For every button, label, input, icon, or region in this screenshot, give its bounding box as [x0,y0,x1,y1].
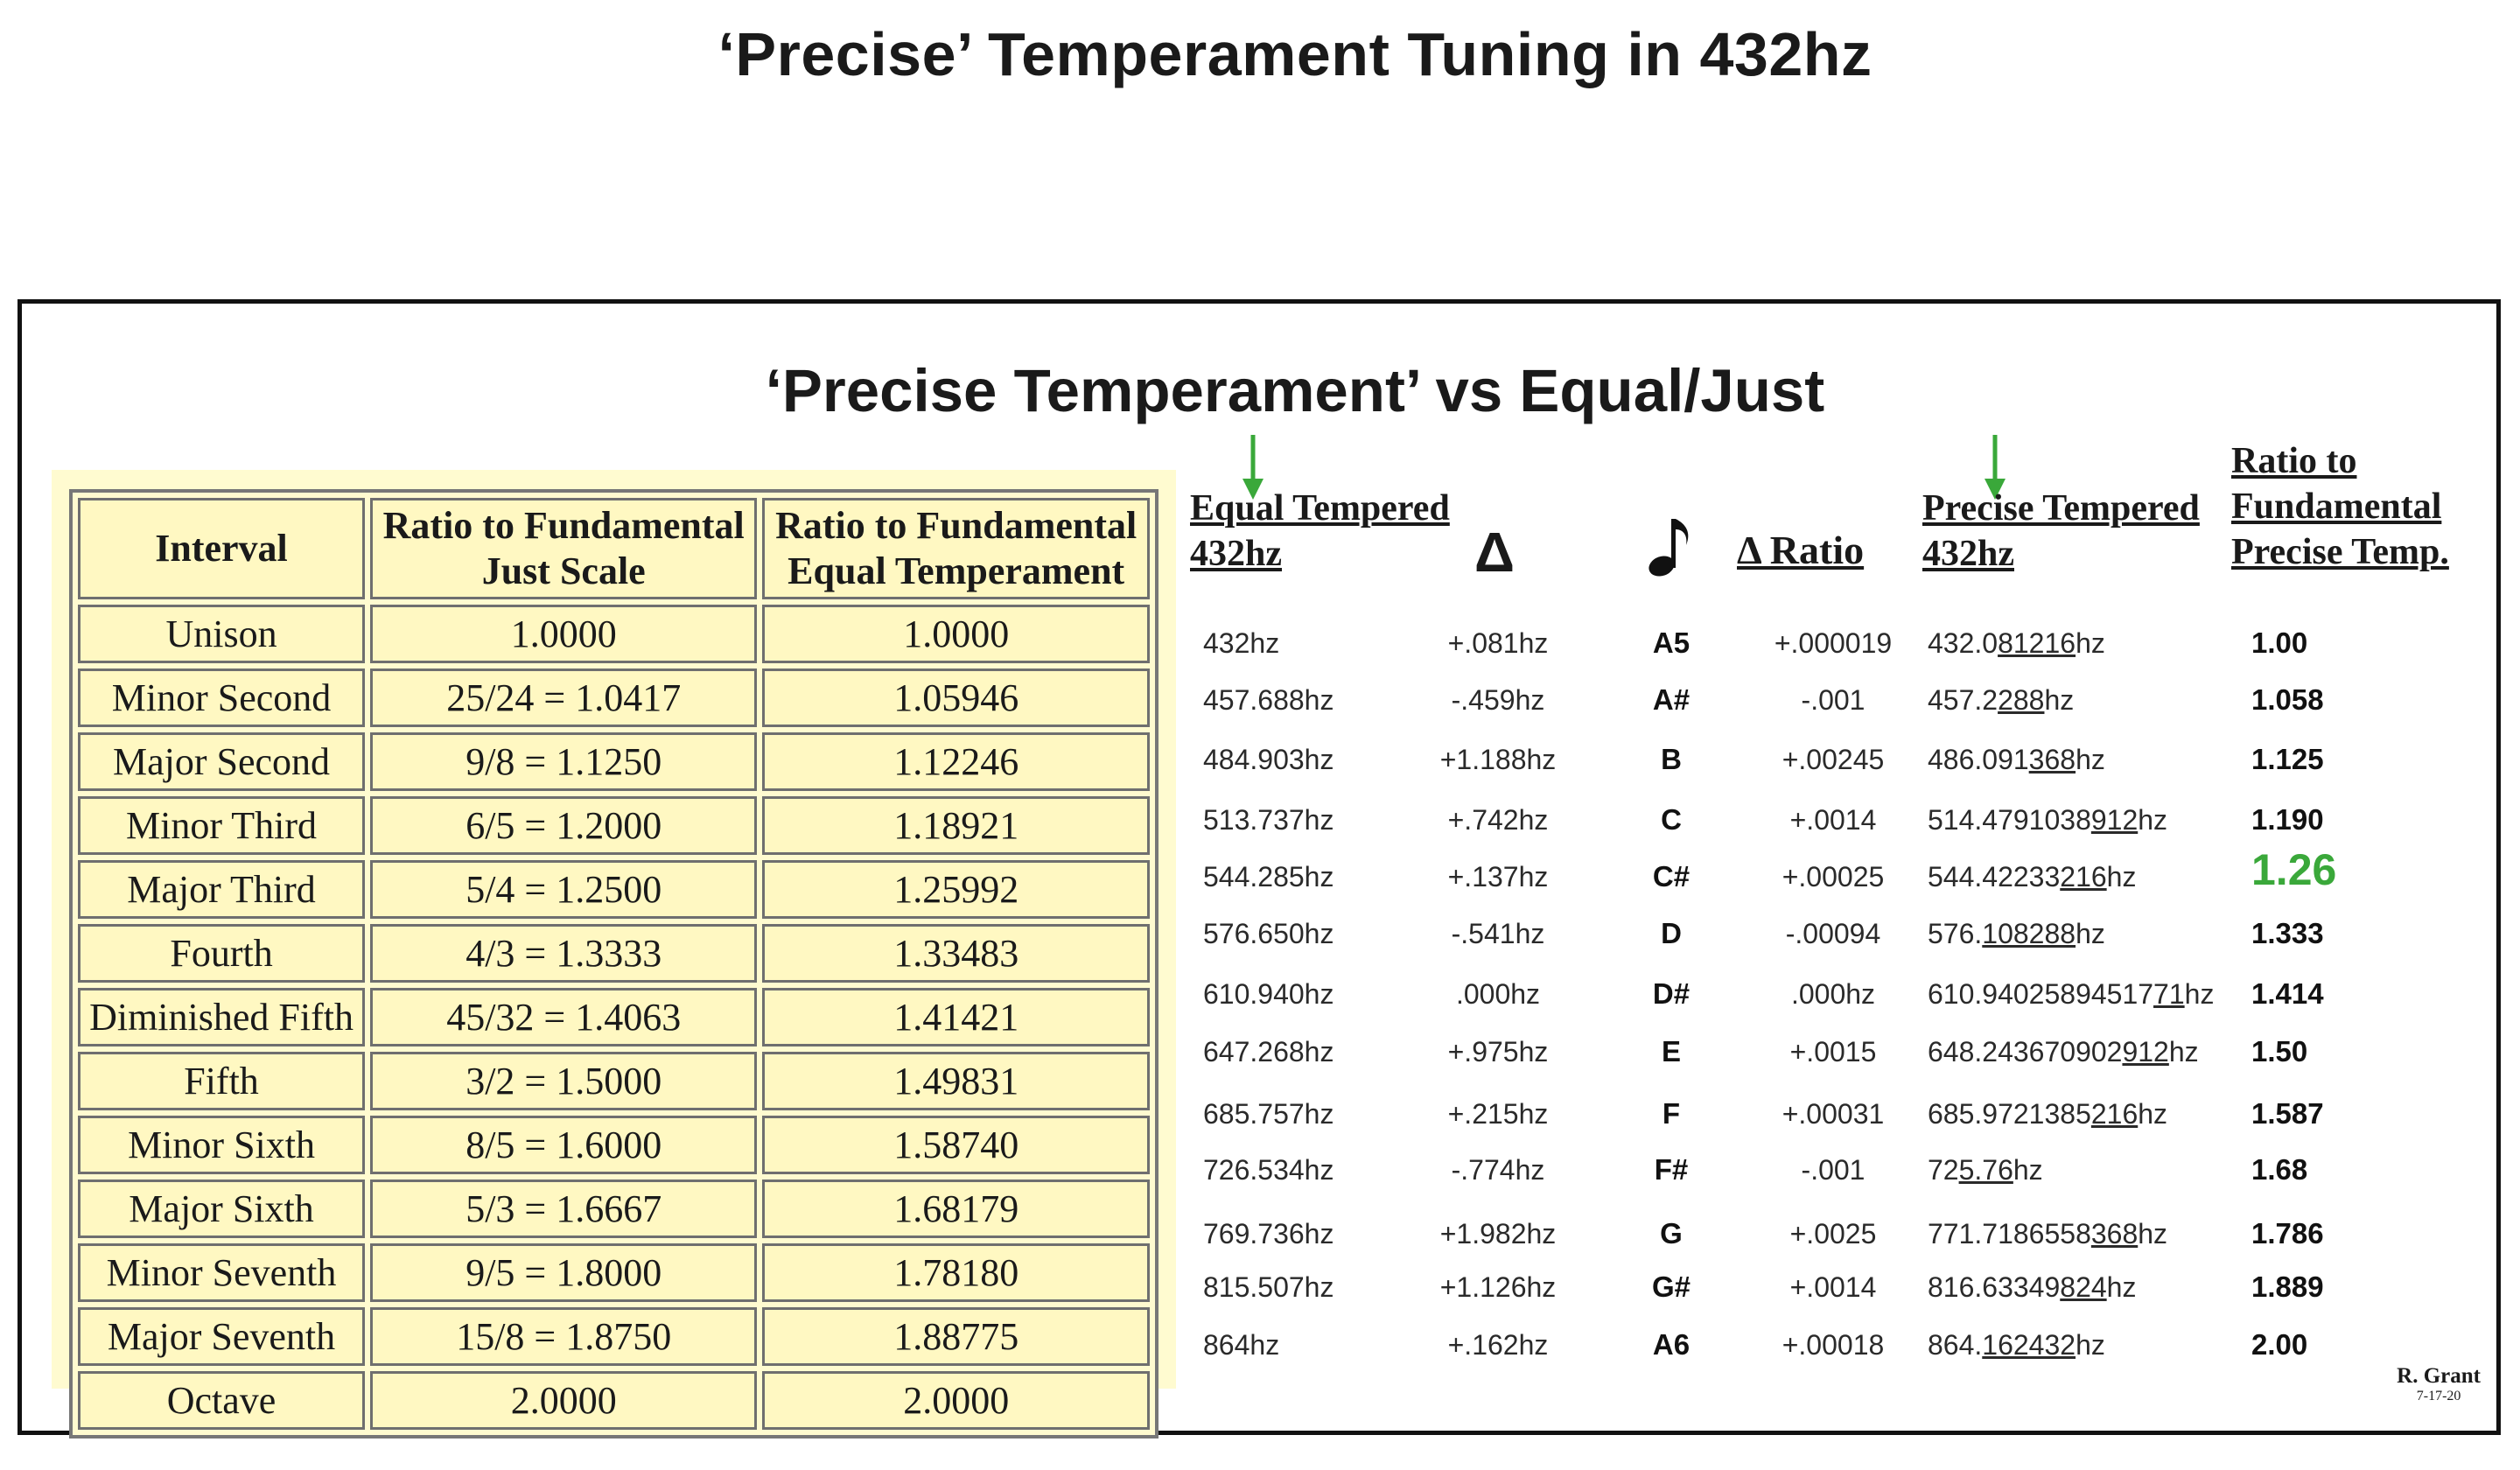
precise-tempered-hz [1928,1327,2243,1362]
table-row [78,796,1150,855]
precise-hz-underlined-digits: 5.76 [1958,1154,2013,1186]
precise-hz-part: 514.4791038 [1928,804,2091,836]
just-ratio-cell: 2.0000 [370,1371,757,1430]
just-ratio-cell: 15/8 = 1.8750 [370,1307,757,1366]
delta-ratio: +.0014 [1789,804,1877,836]
precise-ratio: 1.00 [2251,626,2308,659]
equal-tempered-hz: 513.737hz [1203,804,1334,836]
interval-cell: Major Third [78,860,365,919]
signature [2397,1364,2481,1404]
equal-tempered-hz: 432hz [1203,627,1280,659]
precise-tempered-hz [1928,916,2243,951]
note-name: C [1661,803,1682,836]
precise-tempered-hz [1928,1034,2243,1069]
header-equal-line2: Equal Temperament [788,550,1125,592]
table-row [78,860,1150,919]
delta-hz: -.774hz [1451,1154,1545,1186]
precise-hz-part: 457.2 [1928,684,1998,716]
header-just-scale [370,498,757,599]
precise-hz-underlined-digits: 108288 [1982,918,2076,949]
precise-tempered-hz [1928,1216,2243,1251]
precise-hz-part: hz [2168,1036,2199,1068]
equal-tempered-hz: 647.268hz [1203,1036,1334,1068]
delta-ratio: +.0014 [1789,1271,1877,1303]
table-row [78,1180,1150,1238]
delta-ratio: +.00025 [1782,861,1885,892]
just-ratio-cell: 45/32 = 1.4063 [370,988,757,1046]
equal-tempered-hz: 864hz [1203,1329,1280,1361]
precise-ratio: 1.190 [2251,803,2324,836]
equal-tempered-hz: 576.650hz [1203,918,1334,949]
note-name: D [1661,917,1682,949]
delta-ratio: -.001 [1801,1154,1866,1186]
precise-ratio: 1.26 [2251,845,2337,894]
equal-tempered-hz: 484.903hz [1203,744,1334,775]
note-name: A5 [1652,626,1690,659]
precise-hz-part: hz [2076,627,2105,659]
equal-ratio-cell: 1.18921 [762,796,1150,855]
header-just-line2: Just Scale [481,550,646,592]
note-name: E [1661,1035,1681,1068]
equal-ratio-cell: 1.05946 [762,668,1150,727]
delta-ratio: +.00018 [1782,1329,1885,1361]
comparison-frame [18,299,2501,1435]
table-row [78,1371,1150,1430]
delta-ratio: -.001 [1801,684,1866,716]
precise-ratio: 1.50 [2251,1035,2308,1068]
precise-tempered-hz [1928,682,2243,718]
header-delta-ratio: Δ Ratio [1737,528,1865,572]
delta-hz: +.137hz [1447,861,1549,892]
note-name: D# [1652,977,1690,1010]
precise-ratio: 1.414 [2251,977,2324,1010]
precise-hz-part: 610.94025894517 [1928,978,2154,1010]
interval-cell: Major Second [78,732,365,791]
header-delta: Δ [1474,521,1515,584]
equal-ratio-cell: 1.49831 [762,1052,1150,1110]
table-row [78,924,1150,983]
header-equal-line1: Ratio to Fundamental [775,504,1138,547]
table-row [78,605,1150,663]
note-name: A# [1652,683,1690,716]
music-note-icon [1646,512,1695,582]
interval-cell: Minor Third [78,796,365,855]
precise-hz-underlined-digits: 368 [2028,744,2076,775]
precise-hz-part: 771.7186558 [1928,1218,2091,1250]
header-precise-tempered-line1: Precise Tempered [1922,488,2200,528]
note-name: B [1661,743,1682,775]
note-name: C# [1652,860,1690,892]
equal-ratio-cell: 1.12246 [762,732,1150,791]
precise-ratio: 1.68 [2251,1153,2308,1186]
precise-ratio: 1.333 [2251,917,2324,949]
interval-cell: Octave [78,1371,365,1430]
precise-hz-part: hz [2044,684,2075,716]
precise-hz-part: hz [2076,744,2105,775]
precise-tempered-hz [1928,1096,2243,1131]
just-ratio-cell: 5/3 = 1.6667 [370,1180,757,1238]
delta-hz: +.081hz [1447,627,1549,659]
precise-tempered-hz [1928,626,2243,661]
interval-cell: Fourth [78,924,365,983]
header-interval [78,498,365,599]
just-ratio-cell: 3/2 = 1.5000 [370,1052,757,1110]
note-name: F# [1654,1153,1689,1186]
precise-hz-part: hz [2076,1329,2105,1361]
delta-hz: +1.188hz [1439,744,1557,775]
header-just-line1: Ratio to Fundamental [382,504,745,547]
just-ratio-cell: 1.0000 [370,605,757,663]
table-row [78,1243,1150,1302]
table-row [78,1307,1150,1366]
equal-ratio-cell: 1.58740 [762,1116,1150,1174]
precise-hz-part: 72 [1928,1154,1959,1186]
precise-hz-underlined-digits: 912 [2090,804,2138,836]
note-name: G# [1651,1270,1691,1303]
frame-title: ‘Precise Temperament’ vs Equal/Just [765,357,1825,424]
precise-hz-part: 544.42233 [1928,861,2061,892]
precise-tempered-hz [1928,1152,2243,1187]
signature-name: R. Grant [2397,1364,2481,1388]
header-precise-ratio [2231,438,2449,575]
equal-ratio-cell: 1.88775 [762,1307,1150,1366]
delta-hz: +.162hz [1447,1329,1549,1361]
precise-hz-part: hz [2184,978,2215,1010]
precise-hz-part: 432.0 [1928,627,1998,659]
delta-ratio: .000hz [1790,978,1876,1010]
just-ratio-cell: 25/24 = 1.0417 [370,668,757,727]
delta-hz: +1.126hz [1439,1271,1557,1303]
precise-hz-underlined-digits: 912 [2122,1036,2169,1068]
precise-hz-part: 648.243670902 [1928,1036,2123,1068]
precise-tempered-hz [1928,859,2243,894]
interval-table-header-row [78,498,1150,599]
note-name: F [1662,1097,1681,1130]
table-row [78,988,1150,1046]
interval-cell: Minor Sixth [78,1116,365,1174]
interval-cell: Minor Second [78,668,365,727]
interval-cell: Major Sixth [78,1180,365,1238]
precise-hz-underlined-digits: 288 [1998,684,2045,716]
precise-hz-part: 486.091 [1928,744,2029,775]
interval-cell: Fifth [78,1052,365,1110]
equal-tempered-hz: 610.940hz [1203,978,1334,1010]
precise-hz-part: hz [2138,1218,2168,1250]
interval-table-body [78,605,1150,1430]
delta-hz: +.975hz [1447,1036,1549,1068]
just-ratio-cell: 5/4 = 1.2500 [370,860,757,919]
precise-ratio: 1.889 [2251,1270,2324,1303]
equal-ratio-cell: 1.78180 [762,1243,1150,1302]
interval-cell: Unison [78,605,365,663]
delta-ratio: -.00094 [1785,918,1881,949]
delta-ratio: +.0025 [1789,1218,1877,1250]
precise-tempered-hz [1928,976,2243,1012]
precise-hz-underlined-digits: 162432 [1982,1329,2076,1361]
precise-hz-underlined-digits: 81216 [1998,627,2076,659]
precise-hz-underlined-digits: 216 [2090,1098,2138,1130]
precise-hz-part: hz [2106,1271,2137,1303]
header-equal-tempered [1190,486,1450,577]
header-interval-label: Interval [155,527,288,570]
delta-hz: -.541hz [1451,918,1545,949]
just-ratio-cell: 8/5 = 1.6000 [370,1116,757,1174]
precise-hz-part: hz [2138,1098,2168,1130]
equal-ratio-cell: 1.33483 [762,924,1150,983]
delta-ratio: +.000019 [1774,627,1893,659]
precise-tempered-hz [1928,802,2243,837]
equal-ratio-cell: 1.25992 [762,860,1150,919]
note-name: G [1660,1217,1683,1250]
equal-tempered-hz: 726.534hz [1203,1154,1334,1186]
precise-hz-part: 576. [1928,918,1983,949]
delta-ratio: +.00245 [1782,744,1885,775]
interval-cell: Diminished Fifth [78,988,365,1046]
precise-hz-part: 816.63349 [1928,1271,2061,1303]
equal-tempered-hz: 815.507hz [1203,1271,1334,1303]
precise-ratio: 1.058 [2251,683,2324,716]
precise-hz-part: hz [2106,861,2137,892]
equal-ratio-cell: 1.41421 [762,988,1150,1046]
signature-date: 7-17-20 [2416,1389,2461,1404]
precise-hz-part: hz [2012,1154,2043,1186]
equal-tempered-hz: 544.285hz [1203,861,1334,892]
table-row [78,1052,1150,1110]
equal-tempered-hz: 769.736hz [1203,1218,1334,1250]
interval-table [69,489,1158,1438]
precise-hz-underlined-digits: 824 [2060,1271,2107,1303]
equal-tempered-hz: 685.757hz [1203,1098,1334,1130]
just-ratio-cell: 4/3 = 1.3333 [370,924,757,983]
interval-cell: Minor Seventh [78,1243,365,1302]
header-precise-ratio-line3: Precise Temp. [2231,532,2449,572]
equal-ratio-cell: 1.68179 [762,1180,1150,1238]
just-ratio-cell: 6/5 = 1.2000 [370,796,757,855]
delta-hz: +.742hz [1447,804,1549,836]
header-equal-temperament [762,498,1150,599]
table-row [78,732,1150,791]
interval-table-panel [52,470,1176,1422]
header-equal-tempered-line2: 432hz [1190,534,1282,574]
interval-cell: Major Seventh [78,1307,365,1366]
delta-ratio: +.00031 [1782,1098,1885,1130]
precise-ratio: 2.00 [2251,1328,2308,1361]
header-precise-ratio-line2: Fundamental [2231,486,2442,527]
delta-hz: +1.982hz [1439,1218,1557,1250]
header-equal-tempered-line1: Equal Tempered [1190,488,1450,528]
delta-hz: -.459hz [1451,684,1545,716]
precise-ratio: 1.786 [2251,1217,2324,1250]
precise-hz-part: hz [2138,804,2168,836]
precise-tempered-hz [1928,742,2243,777]
precise-hz-underlined-digits: 71 [2153,978,2185,1010]
precise-hz-part: hz [2076,918,2105,949]
header-precise-ratio-line1: Ratio to [2231,441,2357,481]
precise-tempered-hz [1928,1270,2243,1305]
precise-ratio: 1.125 [2251,743,2324,775]
page-title: ‘Precise’ Temperament Tuning in 432hz [718,20,1872,88]
precise-ratio: 1.587 [2251,1097,2324,1130]
header-precise-tempered [1922,486,2200,577]
table-row [78,1116,1150,1174]
table-row [78,668,1150,727]
delta-ratio: +.0015 [1789,1036,1877,1068]
equal-tempered-hz: 457.688hz [1203,684,1334,716]
equal-ratio-cell: 1.0000 [762,605,1150,663]
precise-hz-part: 685.9721385 [1928,1098,2091,1130]
delta-hz: +.215hz [1447,1098,1549,1130]
delta-hz: .000hz [1455,978,1541,1010]
precise-hz-part: 864. [1928,1329,1983,1361]
note-name: A6 [1652,1328,1690,1361]
just-ratio-cell: 9/5 = 1.8000 [370,1243,757,1302]
precise-hz-underlined-digits: 216 [2060,861,2107,892]
equal-ratio-cell: 2.0000 [762,1371,1150,1430]
just-ratio-cell: 9/8 = 1.1250 [370,732,757,791]
header-precise-tempered-line2: 432hz [1922,534,2014,574]
precise-hz-underlined-digits: 368 [2090,1218,2138,1250]
